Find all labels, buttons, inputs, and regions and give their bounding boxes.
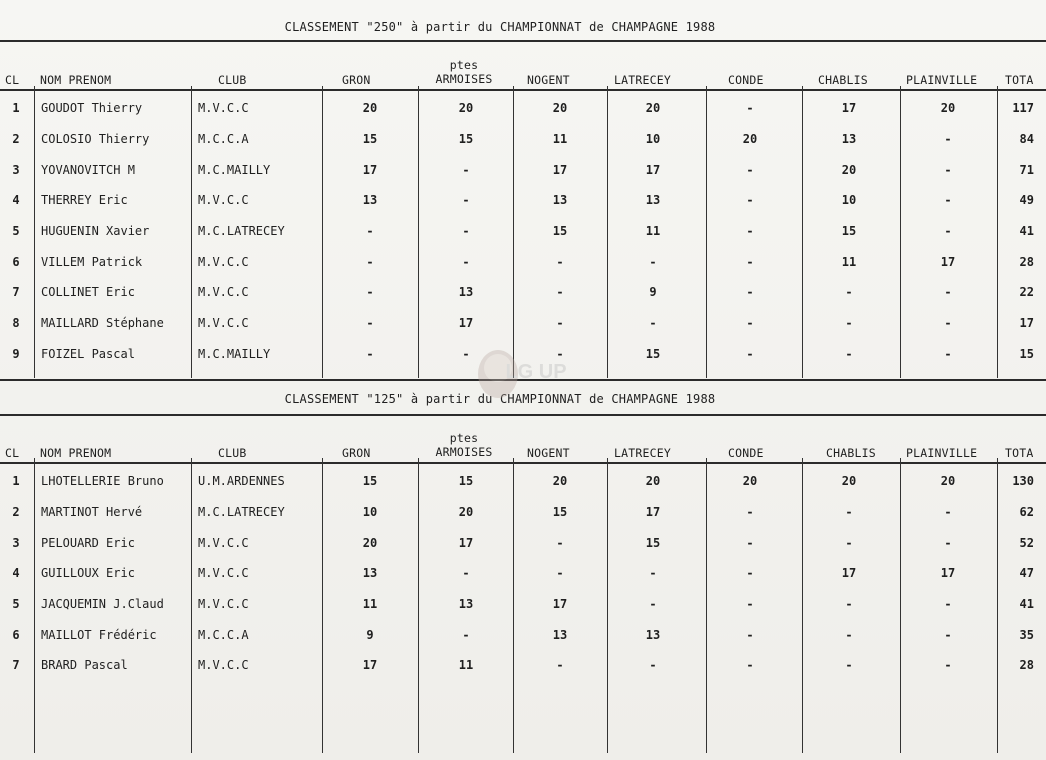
cell-total: 15 bbox=[1019, 346, 1034, 361]
cell-gron: 17 bbox=[362, 658, 378, 673]
cell-gron: 20 bbox=[362, 101, 378, 116]
cell-armoises: - bbox=[462, 254, 470, 269]
column-divider bbox=[322, 458, 323, 753]
cell-armoises: - bbox=[462, 566, 470, 581]
cell-club: M.C.MAILLY bbox=[198, 162, 271, 177]
table-250 bbox=[0, 93, 1046, 369]
cell-club: M.V.C.C bbox=[198, 658, 249, 673]
cell-latrecey: 15 bbox=[645, 346, 661, 361]
header-total: TOTA bbox=[1005, 73, 1034, 87]
cell-nogent: 20 bbox=[552, 474, 568, 489]
cell-armoises: 13 bbox=[458, 285, 474, 300]
cell-chablis: - bbox=[845, 505, 853, 520]
cell-gron: 9 bbox=[366, 627, 374, 642]
cell-name: THERREY Eric bbox=[41, 193, 128, 208]
cell-total: 28 bbox=[1019, 658, 1034, 673]
cell-gron: 13 bbox=[362, 566, 378, 581]
cell-gron: - bbox=[366, 316, 374, 331]
cell-latrecey: 17 bbox=[645, 162, 661, 177]
rule bbox=[0, 40, 1046, 42]
cell-nogent: 15 bbox=[552, 505, 568, 520]
cell-armoises: 13 bbox=[458, 597, 474, 612]
column-divider bbox=[607, 86, 608, 378]
cell-chablis: 17 bbox=[841, 101, 857, 116]
cell-plainville: - bbox=[944, 193, 952, 208]
cell-nogent: 13 bbox=[552, 193, 568, 208]
cell-cl: 3 bbox=[12, 162, 20, 177]
cell-nogent: 15 bbox=[552, 224, 568, 239]
cell-plainville: - bbox=[944, 132, 952, 147]
cell-plainville: - bbox=[944, 597, 952, 612]
cell-cl: 8 bbox=[12, 316, 20, 331]
column-divider bbox=[607, 458, 608, 753]
cell-conde: 20 bbox=[742, 474, 758, 489]
header-nogent: NOGENT bbox=[527, 446, 570, 460]
cell-chablis: 13 bbox=[841, 132, 857, 147]
cell-chablis: - bbox=[845, 658, 853, 673]
title-250: CLASSEMENT "250" à partir du CHAMPIONNAT de CHAMPAGNE 1988 bbox=[284, 20, 716, 34]
cell-armoises: 17 bbox=[458, 535, 474, 550]
cell-latrecey: - bbox=[649, 658, 657, 673]
cell-name: BRARD Pascal bbox=[41, 658, 128, 673]
column-divider bbox=[706, 86, 707, 378]
cell-armoises: 11 bbox=[458, 658, 474, 673]
cell-latrecey: 13 bbox=[645, 193, 661, 208]
cell-cl: 7 bbox=[12, 658, 20, 673]
header-nogent: NOGENT bbox=[527, 73, 570, 87]
cell-club: M.V.C.C bbox=[198, 285, 249, 300]
cell-latrecey: 9 bbox=[649, 285, 657, 300]
cell-club: M.V.C.C bbox=[198, 566, 249, 581]
header-cl: CL bbox=[5, 446, 20, 460]
cell-cl: 9 bbox=[12, 346, 20, 361]
table-row bbox=[0, 619, 1046, 650]
cell-latrecey: - bbox=[649, 316, 657, 331]
cell-plainville: - bbox=[944, 224, 952, 239]
cell-plainville: - bbox=[944, 285, 952, 300]
table-row bbox=[0, 154, 1046, 185]
cell-total: 62 bbox=[1019, 505, 1034, 520]
cell-gron: 13 bbox=[362, 193, 378, 208]
cell-nogent: 17 bbox=[552, 162, 568, 177]
cell-chablis: 11 bbox=[841, 254, 857, 269]
cell-cl: 2 bbox=[12, 132, 20, 147]
cell-chablis: - bbox=[845, 285, 853, 300]
cell-conde: - bbox=[746, 285, 754, 300]
cell-total: 49 bbox=[1019, 193, 1034, 208]
cell-club: M.C.C.A bbox=[198, 132, 249, 147]
cell-latrecey: 17 bbox=[645, 505, 661, 520]
cell-club: M.V.C.C bbox=[198, 193, 249, 208]
header-chablis: CHABLIS bbox=[826, 446, 876, 460]
table-row bbox=[0, 216, 1046, 247]
header-armoises bbox=[418, 431, 510, 459]
header-latrecey: LATRECEY bbox=[614, 446, 671, 460]
cell-name: MAILLOT Frédéric bbox=[41, 627, 157, 642]
column-divider bbox=[418, 86, 419, 378]
cell-chablis: 17 bbox=[841, 566, 857, 581]
cell-plainville: - bbox=[944, 505, 952, 520]
cell-cl: 5 bbox=[12, 597, 20, 612]
cell-latrecey: 13 bbox=[645, 627, 661, 642]
cell-armoises: - bbox=[462, 627, 470, 642]
cell-plainville: - bbox=[944, 627, 952, 642]
header-total: TOTA bbox=[1005, 446, 1034, 460]
cell-conde: - bbox=[746, 505, 754, 520]
cell-nogent: - bbox=[556, 285, 564, 300]
table-row bbox=[0, 527, 1046, 558]
title-125: CLASSEMENT "125" à partir du CHAMPIONNAT de CHAMPAGNE 1988 bbox=[284, 392, 716, 406]
cell-name: FOIZEL Pascal bbox=[41, 346, 135, 361]
cell-conde: - bbox=[746, 224, 754, 239]
cell-latrecey: 10 bbox=[645, 132, 661, 147]
cell-gron: - bbox=[366, 285, 374, 300]
cell-latrecey: 20 bbox=[645, 474, 661, 489]
cell-total: 47 bbox=[1019, 566, 1034, 581]
cell-plainville: - bbox=[944, 658, 952, 673]
cell-name: GOUDOT Thierry bbox=[41, 101, 143, 116]
cell-plainville: 17 bbox=[940, 254, 956, 269]
table-row bbox=[0, 246, 1046, 277]
column-divider bbox=[418, 458, 419, 753]
cell-conde: - bbox=[746, 101, 754, 116]
watermark-stamp bbox=[468, 338, 567, 404]
cell-gron: 15 bbox=[362, 132, 378, 147]
cell-total: 117 bbox=[1012, 101, 1034, 116]
header-armoises-top: ptes bbox=[449, 431, 479, 445]
cell-total: 22 bbox=[1019, 285, 1034, 300]
column-divider bbox=[513, 458, 514, 753]
table-row bbox=[0, 185, 1046, 216]
cell-name: COLLINET Eric bbox=[41, 285, 135, 300]
rule bbox=[0, 462, 1046, 464]
cell-name: GUILLOUX Eric bbox=[41, 566, 135, 581]
cell-plainville: - bbox=[944, 162, 952, 177]
cell-plainville: 20 bbox=[940, 474, 956, 489]
table-row bbox=[0, 124, 1046, 155]
cell-name: JACQUEMIN J.Claud bbox=[41, 597, 164, 612]
cell-club: M.C.LATRECEY bbox=[198, 224, 285, 239]
cell-latrecey: 15 bbox=[645, 535, 661, 550]
column-divider bbox=[34, 458, 35, 753]
cell-armoises: - bbox=[462, 193, 470, 208]
header-chablis: CHABLIS bbox=[818, 73, 868, 87]
rule bbox=[0, 89, 1046, 91]
cell-cl: 4 bbox=[12, 566, 20, 581]
cell-gron: 17 bbox=[362, 162, 378, 177]
cell-cl: 1 bbox=[12, 101, 20, 116]
cell-name: COLOSIO Thierry bbox=[41, 132, 150, 147]
table-row bbox=[0, 93, 1046, 124]
cell-conde: - bbox=[746, 627, 754, 642]
cell-conde: - bbox=[746, 535, 754, 550]
cell-club: M.C.LATRECEY bbox=[198, 505, 285, 520]
cell-total: 71 bbox=[1019, 162, 1034, 177]
cell-gron: - bbox=[366, 346, 374, 361]
cell-latrecey: - bbox=[649, 566, 657, 581]
header-cl: CL bbox=[5, 73, 20, 87]
rule bbox=[0, 414, 1046, 416]
watermark-text: LG UP bbox=[505, 361, 567, 383]
cell-armoises: - bbox=[462, 224, 470, 239]
cell-cl: 3 bbox=[12, 535, 20, 550]
table-row bbox=[0, 589, 1046, 620]
cell-plainville: - bbox=[944, 346, 952, 361]
column-divider bbox=[322, 86, 323, 378]
cell-gron: 20 bbox=[362, 535, 378, 550]
cell-total: 35 bbox=[1019, 627, 1034, 642]
cell-name: PELOUARD Eric bbox=[41, 535, 135, 550]
cell-club: M.V.C.C bbox=[198, 254, 249, 269]
cell-name: YOVANOVITCH M bbox=[41, 162, 135, 177]
column-divider bbox=[900, 458, 901, 753]
cell-cl: 5 bbox=[12, 224, 20, 239]
cell-cl: 6 bbox=[12, 254, 20, 269]
header-armoises-label: ARMOISES bbox=[435, 445, 493, 459]
cell-chablis: 20 bbox=[841, 474, 857, 489]
cell-nogent: 20 bbox=[552, 101, 568, 116]
cell-nogent: - bbox=[556, 346, 564, 361]
cell-chablis: - bbox=[845, 535, 853, 550]
cell-club: M.V.C.C bbox=[198, 535, 249, 550]
column-divider bbox=[900, 86, 901, 378]
cell-total: 17 bbox=[1019, 316, 1034, 331]
header-plainville: PLAINVILLE bbox=[906, 446, 978, 460]
cell-plainville: 17 bbox=[940, 566, 956, 581]
header-armoises bbox=[418, 58, 510, 86]
table-125 bbox=[0, 466, 1046, 681]
cell-cl: 4 bbox=[12, 193, 20, 208]
header-club: CLUB bbox=[218, 446, 247, 460]
cell-gron: - bbox=[366, 254, 374, 269]
cell-conde: - bbox=[746, 162, 754, 177]
cell-club: U.M.ARDENNES bbox=[198, 474, 285, 489]
cell-nogent: - bbox=[556, 658, 564, 673]
header-latrecey: LATRECEY bbox=[614, 73, 671, 87]
column-divider bbox=[34, 86, 35, 378]
column-divider bbox=[802, 458, 803, 753]
table-row bbox=[0, 466, 1046, 497]
cell-armoises: 20 bbox=[458, 101, 474, 116]
cell-chablis: 15 bbox=[841, 224, 857, 239]
header-club: CLUB bbox=[218, 73, 247, 87]
header-plainville: PLAINVILLE bbox=[906, 73, 978, 87]
cell-cl: 6 bbox=[12, 627, 20, 642]
header-armoises-label: ARMOISES bbox=[435, 72, 493, 86]
cell-nogent: 11 bbox=[552, 132, 568, 147]
header-armoises-top: ptes bbox=[449, 58, 479, 72]
cell-plainville: - bbox=[944, 316, 952, 331]
header-gron: GRON bbox=[342, 446, 371, 460]
table-row bbox=[0, 308, 1046, 339]
cell-gron: 11 bbox=[362, 597, 378, 612]
cell-conde: - bbox=[746, 597, 754, 612]
cell-club: M.V.C.C bbox=[198, 316, 249, 331]
cell-gron: - bbox=[366, 224, 374, 239]
cell-nogent: - bbox=[556, 535, 564, 550]
cell-latrecey: 20 bbox=[645, 101, 661, 116]
cell-chablis: 20 bbox=[841, 162, 857, 177]
cell-conde: - bbox=[746, 346, 754, 361]
header-gron: GRON bbox=[342, 73, 371, 87]
header-name: NOM PRENOM bbox=[40, 73, 112, 87]
header-conde: CONDE bbox=[728, 73, 764, 87]
table-row bbox=[0, 558, 1046, 589]
cell-latrecey: 11 bbox=[645, 224, 661, 239]
cell-chablis: 10 bbox=[841, 193, 857, 208]
cell-name: LHOTELLERIE Bruno bbox=[41, 474, 164, 489]
cell-total: 130 bbox=[1012, 474, 1034, 489]
cell-cl: 7 bbox=[12, 285, 20, 300]
column-divider bbox=[513, 86, 514, 378]
table-row bbox=[0, 650, 1046, 681]
cell-conde: 20 bbox=[742, 132, 758, 147]
cell-conde: - bbox=[746, 658, 754, 673]
cell-chablis: - bbox=[845, 597, 853, 612]
cell-name: VILLEM Patrick bbox=[41, 254, 143, 269]
cell-club: M.C.MAILLY bbox=[198, 346, 271, 361]
cell-latrecey: - bbox=[649, 597, 657, 612]
column-divider bbox=[802, 86, 803, 378]
cell-armoises: 15 bbox=[458, 474, 474, 489]
column-divider bbox=[997, 86, 998, 378]
column-divider bbox=[191, 458, 192, 753]
cell-total: 28 bbox=[1019, 254, 1034, 269]
cell-armoises: 20 bbox=[458, 505, 474, 520]
cell-armoises: - bbox=[462, 346, 470, 361]
cell-plainville: 20 bbox=[940, 101, 956, 116]
cell-conde: - bbox=[746, 193, 754, 208]
table-row bbox=[0, 277, 1046, 308]
cell-total: 84 bbox=[1019, 132, 1034, 147]
cell-total: 52 bbox=[1019, 535, 1034, 550]
cell-chablis: - bbox=[845, 627, 853, 642]
cell-club: M.V.C.C bbox=[198, 597, 249, 612]
header-conde: CONDE bbox=[728, 446, 764, 460]
cell-nogent: 17 bbox=[552, 597, 568, 612]
table-row bbox=[0, 497, 1046, 528]
cell-conde: - bbox=[746, 316, 754, 331]
cell-name: MARTINOT Hervé bbox=[41, 505, 143, 520]
cell-name: MAILLARD Stéphane bbox=[41, 316, 164, 331]
cell-name: HUGUENIN Xavier bbox=[41, 224, 150, 239]
cell-conde: - bbox=[746, 254, 754, 269]
cell-nogent: - bbox=[556, 316, 564, 331]
cell-armoises: 17 bbox=[458, 316, 474, 331]
cell-total: 41 bbox=[1019, 224, 1034, 239]
cell-nogent: - bbox=[556, 566, 564, 581]
cell-armoises: - bbox=[462, 162, 470, 177]
cell-plainville: - bbox=[944, 535, 952, 550]
header-name: NOM PRENOM bbox=[40, 446, 112, 460]
cell-cl: 1 bbox=[12, 474, 20, 489]
cell-nogent: 13 bbox=[552, 627, 568, 642]
column-divider bbox=[997, 458, 998, 753]
cell-cl: 2 bbox=[12, 505, 20, 520]
cell-club: M.V.C.C bbox=[198, 101, 249, 116]
cell-latrecey: - bbox=[649, 254, 657, 269]
cell-conde: - bbox=[746, 566, 754, 581]
cell-gron: 10 bbox=[362, 505, 378, 520]
cell-club: M.C.C.A bbox=[198, 627, 249, 642]
cell-gron: 15 bbox=[362, 474, 378, 489]
cell-chablis: - bbox=[845, 346, 853, 361]
cell-armoises: 15 bbox=[458, 132, 474, 147]
cell-nogent: - bbox=[556, 254, 564, 269]
column-divider bbox=[191, 86, 192, 378]
cell-chablis: - bbox=[845, 316, 853, 331]
column-divider bbox=[706, 458, 707, 753]
cell-total: 41 bbox=[1019, 597, 1034, 612]
